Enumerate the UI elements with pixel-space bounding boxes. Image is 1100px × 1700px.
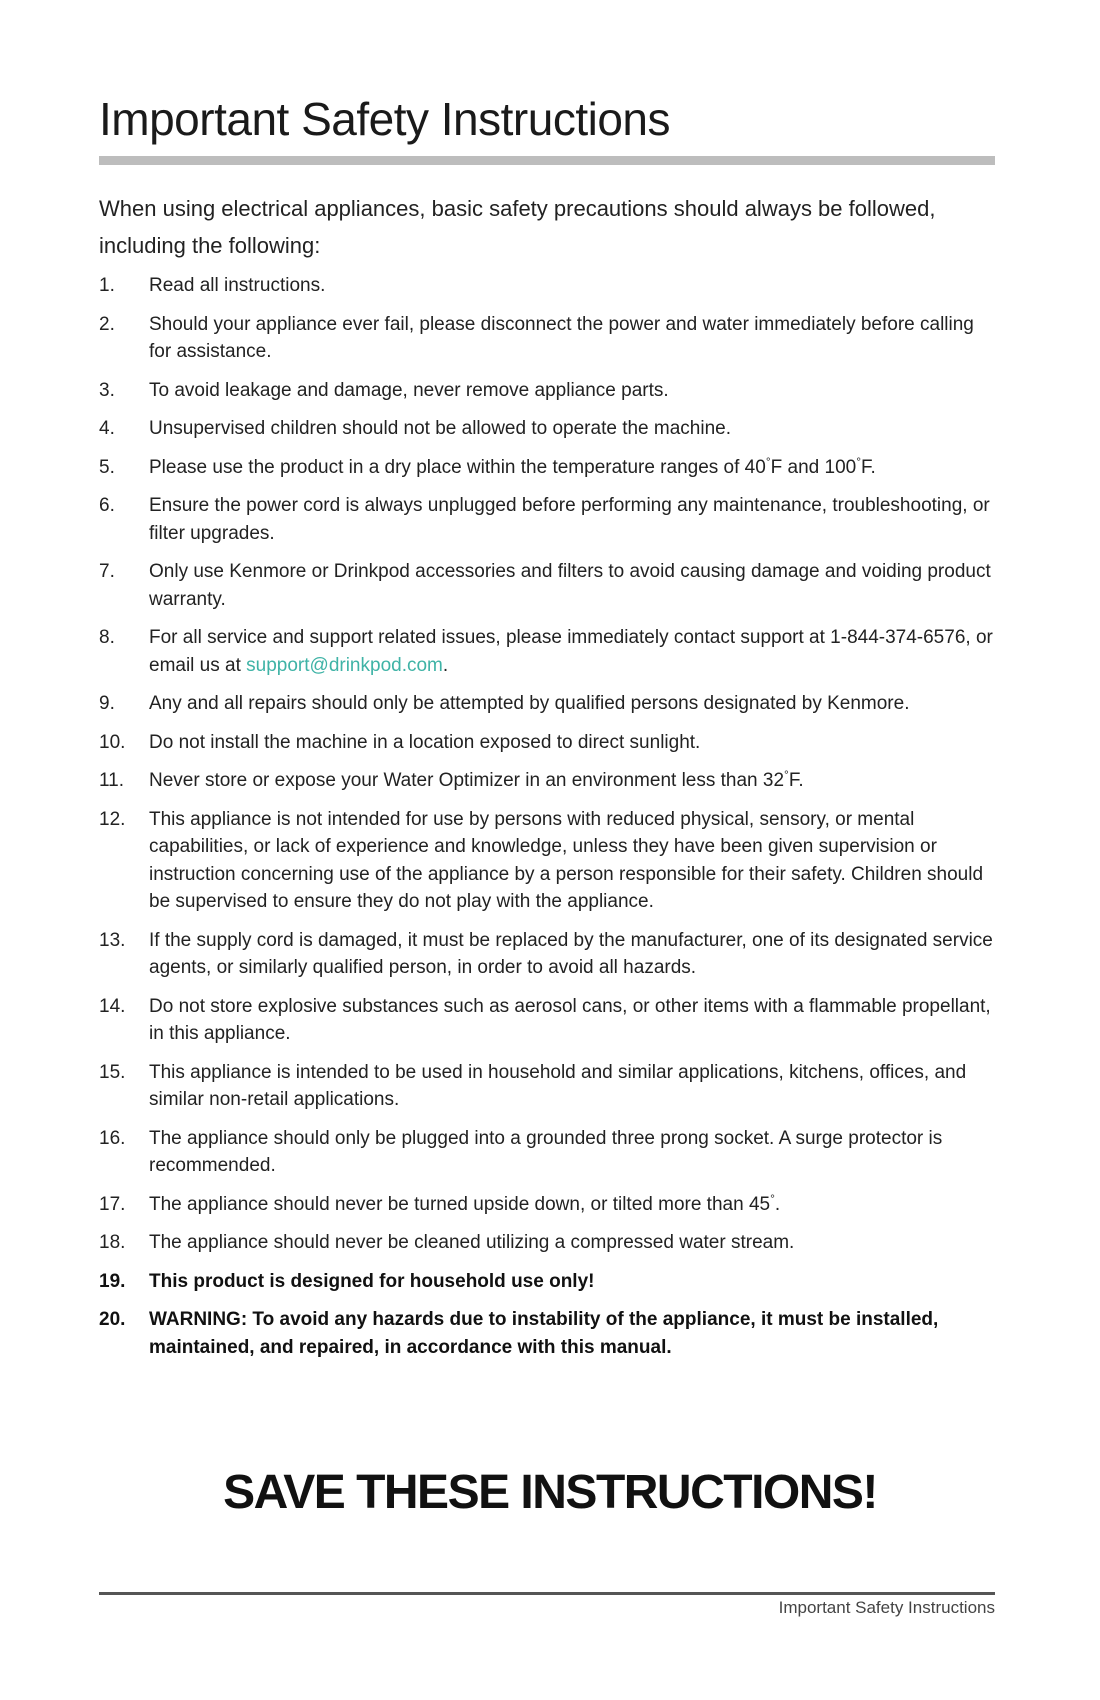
item-number: 11. [99, 770, 125, 791]
list-item [99, 927, 995, 982]
item-text: Do not install the machine in a location exposed to direct sunlight. [149, 731, 701, 753]
item-text-part: Never store or expose your Water Optimizer in an environment less than 32 [149, 770, 785, 791]
item-text-part: For all service and support related issues, please immediately contact support at 1-844-374-6576, or email us at [149, 627, 993, 676]
item-text: WARNING: To avoid any hazards due to instability of the appliance, it must be installed, maintained, and repaired, in accordance with this manual. [149, 1309, 939, 1358]
item-text: Do not store explosive substances such as aerosol cans, or other items with a flammable propellant, in this appliance. [149, 995, 991, 1044]
list-item [99, 767, 995, 795]
list-item [99, 377, 995, 405]
degree-symbol: ° [765, 454, 771, 469]
item-number: 19. [99, 1270, 126, 1292]
save-instructions-notice: SAVE THESE INSTRUCTIONS! [223, 1466, 877, 1519]
item-number: 12. [99, 808, 126, 830]
item-text: This appliance is not intended for use by persons with reduced physical, sensory, or mental capabilities, or lack of experience and knowledge, unless they have been given supervision or instruction concerning use of the appliance by a person responsible for their safety. Children should be supervised to ensure they do not play with the appliance. [149, 808, 984, 912]
list-item [99, 690, 995, 718]
item-number: 3. [99, 379, 115, 401]
item-text: The appliance should never be cleaned utilizing a compressed water stream. [149, 1232, 795, 1253]
list-item [99, 1268, 995, 1296]
item-text [149, 454, 995, 482]
item-text: Only use Kenmore or Drinkpod accessories and filters to avoid causing damage and voiding product warranty. [149, 561, 991, 610]
item-text: The appliance should only be plugged into a grounded three prong socket. A surge protector is recommended. [149, 1127, 943, 1176]
item-text: Read all instructions. [149, 275, 326, 296]
page-title: Important Safety Instructions [99, 93, 670, 145]
item-text-part: The appliance should never be turned upside down, or tilted more than 45 [149, 1193, 771, 1215]
item-text-part: F. [861, 456, 876, 478]
item-number: 14. [99, 995, 126, 1017]
list-item [99, 624, 995, 679]
item-number: 15. [99, 1061, 126, 1083]
item-text [149, 624, 995, 679]
degree-symbol: ° [770, 1191, 775, 1206]
list-item [99, 1125, 995, 1180]
list-item [99, 729, 995, 757]
list-item [99, 492, 995, 547]
item-number: 2. [99, 313, 115, 335]
list-item [99, 558, 995, 613]
support-email-link[interactable]: support@drinkpod.com [246, 654, 443, 676]
item-number: 6. [99, 495, 115, 516]
item-text-part: Please use the product in a dry place within the temperature ranges of 40 [149, 456, 766, 478]
item-text: To avoid leakage and damage, never remove appliance parts. [149, 379, 669, 401]
degree-symbol: ° [856, 454, 862, 469]
list-item [99, 1059, 995, 1114]
item-number: 8. [99, 627, 115, 648]
item-number: 18. [99, 1232, 126, 1253]
item-text: Any and all repairs should only be attempted by qualified persons designated by Kenmore. [149, 693, 910, 714]
item-number: 1. [99, 275, 115, 296]
item-number: 10. [99, 731, 126, 753]
item-text-part: . [442, 654, 449, 676]
item-number: 9. [99, 693, 115, 714]
item-text [149, 1191, 995, 1219]
item-text-part: . [774, 1193, 781, 1215]
list-item [99, 993, 995, 1048]
list-item [99, 1191, 995, 1219]
safety-list [99, 272, 995, 1361]
item-text-part: F. [788, 770, 804, 791]
list-item [99, 415, 995, 443]
list-item [99, 1306, 995, 1361]
item-text: Unsupervised children should not be allowed to operate the machine. [149, 418, 731, 439]
title-divider [99, 156, 995, 165]
list-item [99, 454, 995, 482]
item-number: 7. [99, 561, 115, 582]
item-number: 4. [99, 418, 115, 439]
item-number: 17. [99, 1193, 126, 1215]
item-number: 16. [99, 1127, 126, 1149]
list-item [99, 311, 995, 366]
item-number: 20. [99, 1309, 126, 1330]
item-text: Ensure the power cord is always unplugged before performing any maintenance, troubleshooting, or filter upgrades. [149, 495, 990, 544]
item-number: 5. [99, 456, 115, 478]
item-text: If the supply cord is damaged, it must be replaced by the manufacturer, one of its designated service agents, or similarly qualified person, in order to avoid all hazards. [149, 929, 993, 978]
degree-symbol: ° [784, 767, 789, 782]
footer-divider [99, 1592, 995, 1595]
intro-paragraph: When using electrical appliances, basic safety precautions should always be followed, including the following: [99, 196, 936, 258]
list-item [99, 1229, 995, 1257]
list-item [99, 272, 995, 300]
item-text: This appliance is intended to be used in household and similar applications, kitchens, offices, and similar non-retail applications. [149, 1061, 967, 1110]
item-text: Should your appliance ever fail, please disconnect the power and water immediately before calling for assistance. [149, 313, 974, 362]
item-text: This product is designed for household use only! [149, 1270, 595, 1292]
item-text [149, 767, 995, 795]
item-text-part: F and 100 [770, 456, 857, 478]
item-number: 13. [99, 929, 126, 951]
list-item [99, 806, 995, 916]
page-footer: Important Safety Instructions [778, 1598, 995, 1617]
